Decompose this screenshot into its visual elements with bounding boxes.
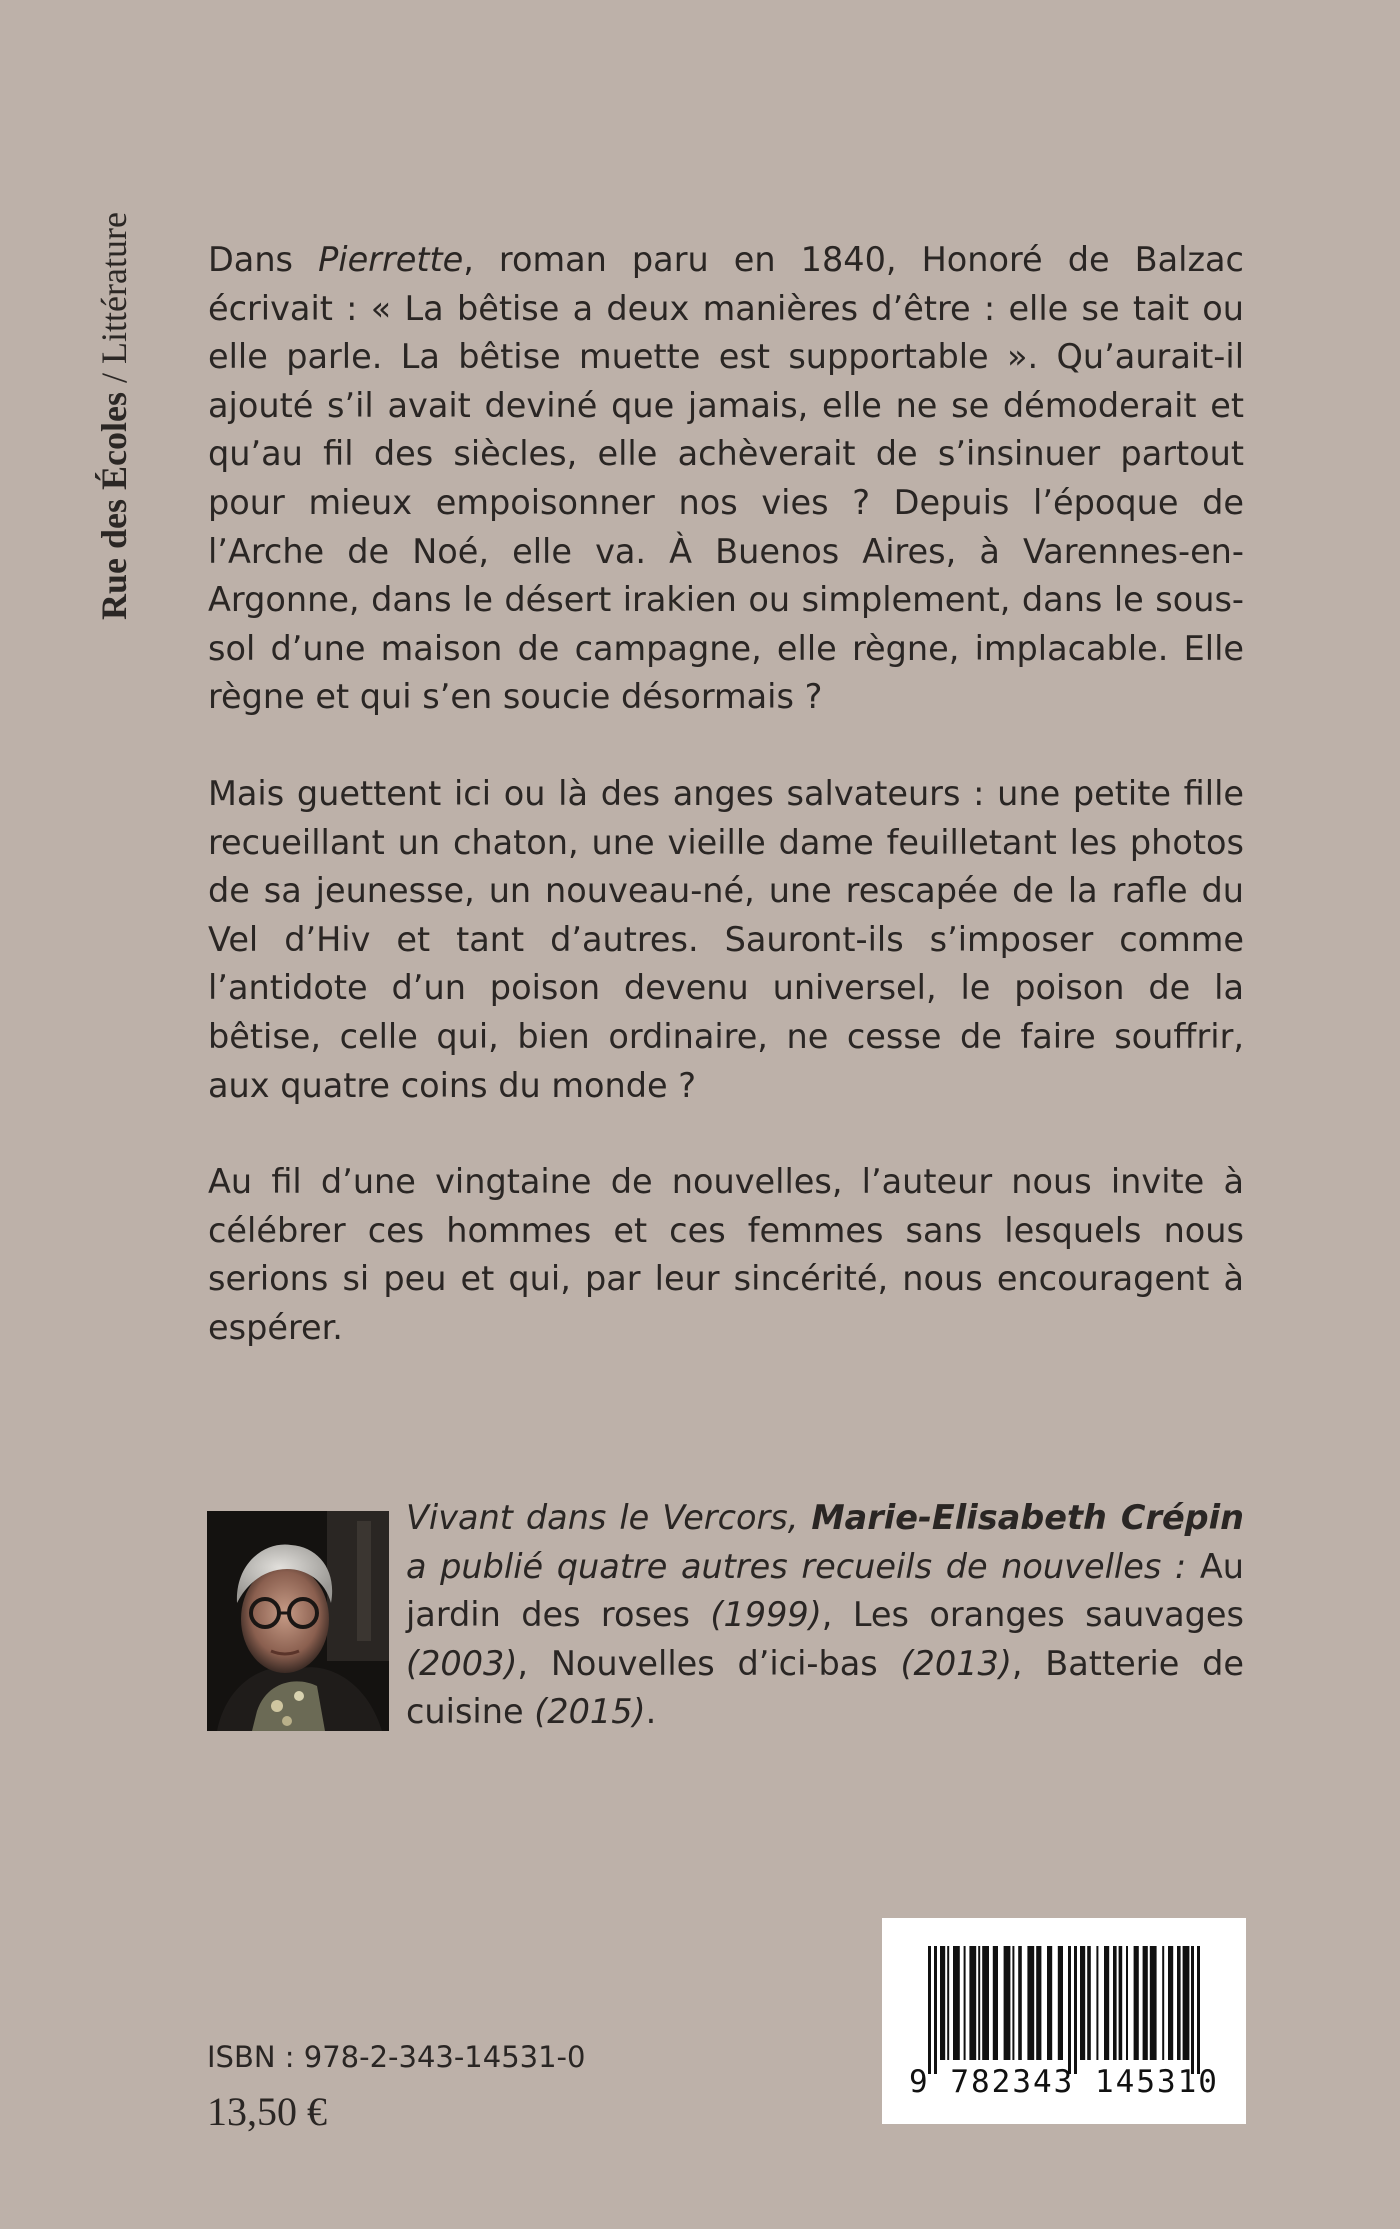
- author-bio: [406, 1494, 1244, 1737]
- barcode-bar: [1027, 1946, 1034, 2060]
- barcode-bar: [953, 1946, 960, 2060]
- barcode-bar: [1143, 1946, 1148, 2060]
- barcode-bar: [982, 1946, 989, 2060]
- isbn-label: ISBN : 978-2-343-14531-0: [207, 2040, 586, 2074]
- barcode-bar: [1126, 1946, 1128, 2060]
- series-genre: Littérature: [94, 212, 134, 364]
- barcode-bar: [1119, 1946, 1123, 2060]
- barcode-bar: [978, 1946, 980, 2060]
- barcode-bar: [1183, 1946, 1190, 2060]
- work-separator: ,: [1011, 1643, 1046, 1683]
- work-title: Les oranges sauvages: [852, 1595, 1244, 1635]
- work-separator: .: [645, 1692, 657, 1732]
- barcode-bar: [940, 1946, 945, 2060]
- author-photo: [207, 1511, 389, 1731]
- barcode-bar: [1004, 1946, 1011, 2060]
- barcode-bar: [1047, 1946, 1052, 2060]
- barcode-bar: [1177, 1946, 1181, 2060]
- blurb-book-title: Pierrette: [318, 240, 464, 279]
- work-title: Nouvelles d’ici-bas: [550, 1643, 878, 1683]
- barcode-bar: [1150, 1946, 1157, 2060]
- work-title: Batterie de cuisine: [406, 1643, 1244, 1732]
- barcode-bar: [1018, 1946, 1022, 2060]
- barcode-bar: [1113, 1946, 1117, 2060]
- blurb-text: Dans: [208, 240, 319, 279]
- work-year: (2015): [523, 1692, 646, 1732]
- series-name: Rue des Écoles: [94, 392, 134, 620]
- barcode-digits: 9 782343 145310: [909, 2064, 1219, 2100]
- blurb-paragraph-3: Au fil d’une vingtaine de nouvelles, l’auteur nous invite à célébrer ces hommes et ces femmes sans lesquels nous serions si peu et qui, par leur sincérité, nous encouragent à espérer.: [208, 1162, 1244, 1347]
- barcode-bar: [1074, 1946, 1077, 2074]
- series-separator: /: [94, 363, 134, 392]
- barcode-bar: [928, 1946, 931, 2074]
- blurb-text: , roman paru en 1840, Honoré de Balzac écrivait : « La bêtise a deux manières d’être : elle se tait ou elle parle. La bêtise muette est supportable ». Qu’aurait-il ajouté s’il avait deviné que jamais, elle ne se démoderait et qu’au fil des siècles, elle achèverait de s’insinuer partout pour mieux empoisonner nos vies ? Depuis l’époque de l’Arche de Noé, elle va. À Buenos Aires, à Varennes-en-Argonne, dans le désert irakien ou simplement, dans le sous-sol d’une maison de campagne, elle règne, implacable. Elle règne et qui s’en soucie désormais ?: [208, 240, 1244, 717]
- barcode-bar: [1080, 1946, 1085, 2060]
- barcode-bar: [1058, 1946, 1063, 2060]
- work-title: Au jardin des roses: [406, 1546, 1244, 1635]
- author-intro: Vivant dans le Vercors,: [406, 1498, 812, 1537]
- barcode-bar: [1168, 1946, 1173, 2060]
- price-label: 13,50 €: [207, 2089, 327, 2134]
- barcode-bar: [993, 1946, 998, 2060]
- barcode-bar: [964, 1946, 966, 2060]
- author-work: [551, 1644, 1045, 1683]
- barcode-bar: [969, 1946, 976, 2060]
- barcode-bar: [1162, 1946, 1164, 2060]
- work-year: (2013): [877, 1643, 1012, 1683]
- barcode: [882, 1918, 1246, 2124]
- blurb-paragraph-1: [208, 236, 1244, 722]
- work-year: (2003): [406, 1643, 518, 1683]
- author-name: Marie-Elisabeth Crépin: [811, 1498, 1244, 1537]
- barcode-bar: [1012, 1946, 1014, 2060]
- barcode-bar: [1036, 1946, 1041, 2060]
- barcode-bar: [1096, 1946, 1098, 2060]
- work-year: (1999): [689, 1595, 822, 1635]
- work-separator: ,: [517, 1643, 551, 1683]
- barcode-bar: [1087, 1946, 1091, 2060]
- back-cover-blurb: [208, 236, 1244, 1400]
- barcode-bar: [1104, 1946, 1109, 2060]
- work-separator: ,: [821, 1595, 853, 1635]
- blurb-paragraph-2: Mais guettent ici ou là des anges salvateurs : une petite fille recueillant un chaton, une vieille dame feuilletant les photos de sa jeunesse, un nouveau-né, une rescapée de la rafle du Vel d’Hiv et tant d’autres. Sauront-ils s’imposer comme l’antidote d’un poison devenu universel, le poison de la bêtise, celle qui, bien ordinaire, ne cesse de faire souffrir, aux quatre coins du monde ?: [208, 773, 1244, 1105]
- barcode-bar: [1197, 1946, 1200, 2074]
- barcode-bar: [1191, 1946, 1194, 2074]
- barcode-bar: [934, 1946, 937, 2074]
- barcode-bar: [1134, 1946, 1139, 2060]
- barcode-bar: [1068, 1946, 1071, 2074]
- barcode-bar: [947, 1946, 949, 2060]
- author-portrait-image: [207, 1511, 389, 1731]
- author-published-text: a publié quatre autres recueils de nouvelles :: [406, 1546, 1200, 1586]
- series-spine-label: [84, 60, 144, 620]
